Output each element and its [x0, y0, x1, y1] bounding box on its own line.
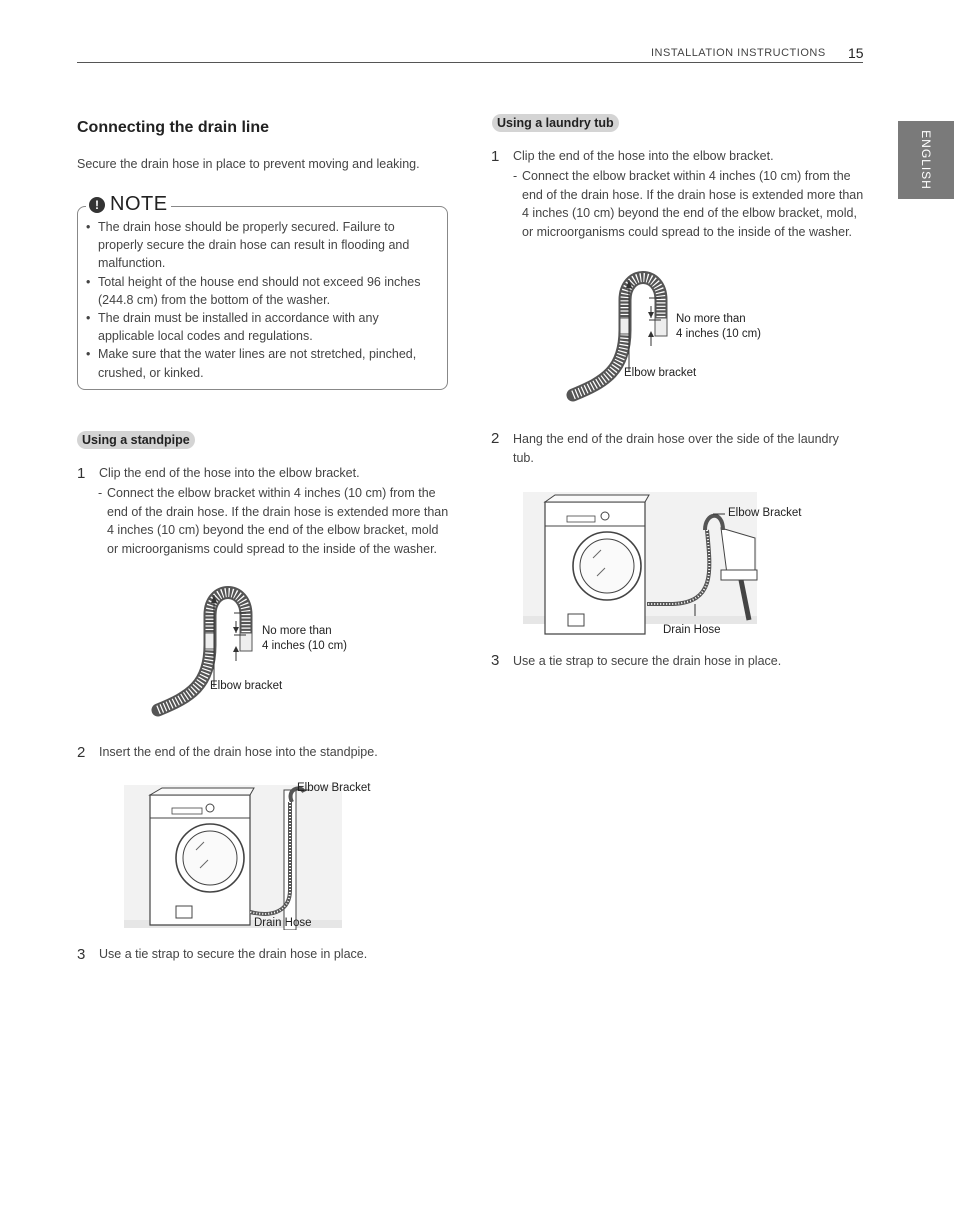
note-item: • The drain must be installed in accordance with any applicable local codes and regulations. [86, 309, 436, 345]
language-tab-label: ENGLISH [919, 130, 933, 190]
note-title-text: NOTE [110, 193, 168, 215]
laundry-tub-heading [492, 114, 619, 132]
standpipe-heading [77, 431, 195, 449]
figure-label: 4 inches (10 cm) [676, 328, 762, 340]
step-text: Clip the end of the hose into the elbow bracket. [99, 466, 360, 480]
step-text: Use a tie strap to secure the drain hose in place. [513, 654, 782, 668]
step-subtext-body: Connect the elbow bracket within 4 inches (10 cm) from the end of the drain hose. If the drain hose is extended more than 4 inches (10 cm) beyond the end of the elbow bracket, mold or microorganisms could spread to the inside of the washer. [107, 486, 449, 556]
header-rule [77, 62, 863, 63]
laundry-tub-heading-label: Using a laundry tub [492, 114, 619, 132]
section-header: INSTALLATION INSTRUCTIONS [651, 47, 826, 59]
step-number: 3 [491, 652, 500, 669]
step-number: 1 [491, 148, 500, 165]
figure-label: Drain Hose [663, 624, 721, 636]
figure-label: 4 inches (10 cm) [262, 640, 348, 652]
figure-label: Elbow Bracket [728, 507, 802, 519]
step-number: 2 [77, 744, 86, 761]
note-list [86, 218, 436, 382]
figure-label: No more than [262, 625, 332, 637]
step-subtext [513, 167, 865, 241]
figure-label: Elbow bracket [624, 367, 697, 379]
note-title [86, 193, 171, 216]
step-text: Hang the end of the drain hose over the side of the laundry tub. [513, 432, 839, 465]
step-text: Insert the end of the drain hose into the standpipe. [99, 745, 378, 759]
note-item: • Make sure that the water lines are not stretched, pinched, crushed, or kinked. [86, 345, 436, 381]
laundry-tub-washer-figure [523, 492, 759, 642]
step-subtext [98, 484, 452, 558]
intro-text: Secure the drain hose in place to prevent moving and leaking. [77, 157, 420, 171]
standpipe-washer-figure [124, 780, 346, 930]
page-number: 15 [848, 45, 864, 61]
figure-label: Drain Hose [254, 917, 312, 929]
step-text: Use a tie strap to secure the drain hose in place. [99, 947, 368, 961]
figure-label: Elbow bracket [210, 680, 283, 692]
page-title: Connecting the drain line [77, 119, 270, 136]
step-number: 2 [491, 430, 500, 447]
step-text: Clip the end of the hose into the elbow bracket. [513, 149, 774, 163]
note-item: • Total height of the house end should not exceed 96 inches (244.8 cm) from the bottom of the washer. [86, 273, 436, 309]
step-number: 3 [77, 946, 86, 963]
note-item: • The drain hose should be properly secured. Failure to properly secure the drain hose can result in flooding and malfunction. [86, 218, 436, 273]
dash-mark: - [513, 169, 518, 183]
warning-icon: ! [89, 197, 105, 213]
elbow-bracket-figure [565, 270, 685, 405]
dash-mark: - [98, 486, 103, 500]
figure-label: Elbow Bracket [297, 782, 371, 794]
step-number: 1 [77, 465, 86, 482]
language-tab[interactable] [898, 121, 954, 199]
step-subtext-body: Connect the elbow bracket within 4 inches (10 cm) from the end of the drain hose. If the drain hose is extended more than 4 inches (10 cm) beyond the end of the elbow bracket, mold, or microorganisms could spread to the inside of the washer. [522, 169, 864, 239]
standpipe-heading-label: Using a standpipe [77, 431, 195, 449]
elbow-bracket-figure [150, 585, 270, 720]
figure-label: No more than [676, 313, 746, 325]
